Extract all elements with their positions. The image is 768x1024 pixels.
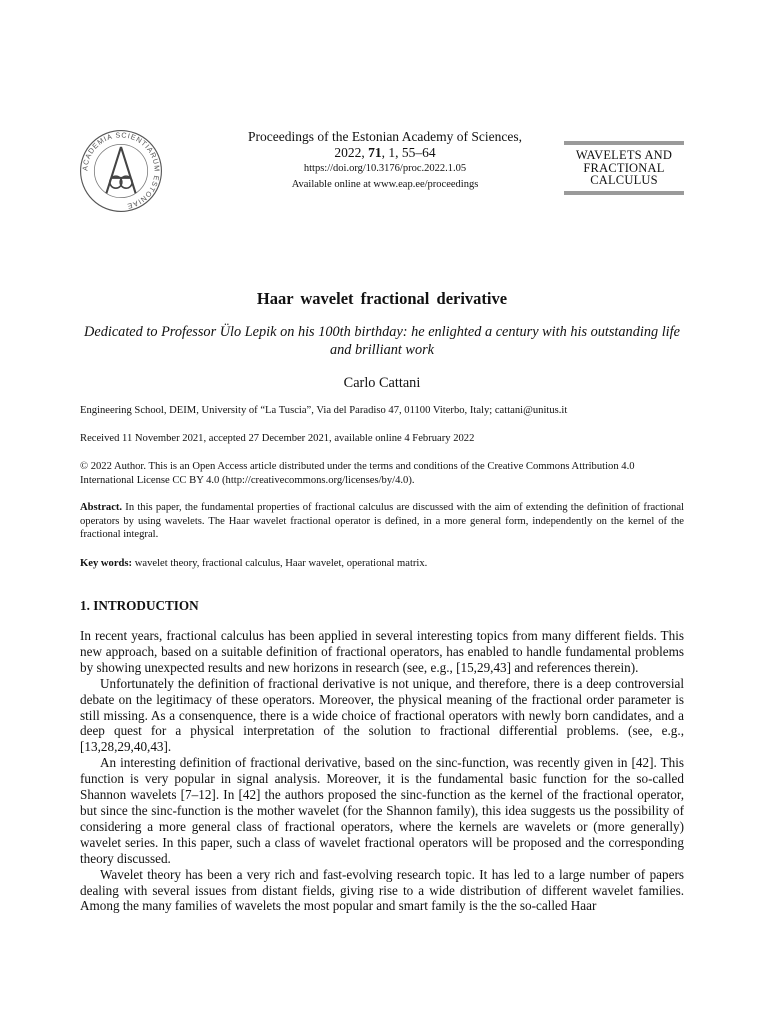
series-label-box [564, 141, 684, 195]
seal-text: ACADEMIA SCIENTIARUM ESTONIAE [80, 130, 162, 212]
keywords-label: Key words: [80, 558, 133, 569]
academy-seal-logo [78, 128, 164, 214]
series-line-2: FRACTIONAL [583, 160, 665, 175]
volume-prefix: 2022, [334, 145, 369, 160]
paragraph: Unfortunately the definition of fractional derivative is not unique, and therefore, there is a deep controversial debate on the legitimacy of these operators. Moreover, the physical meaning of the fractional order parameter is still missing. As a consenquence, there is a wide choice of fractional operators with newly born candidates, and a deep quest for a physical interpretation of the solution to fractional differential problems. (see, e.g., [13,28,29,40,43]. [80, 675, 684, 755]
abstract [80, 501, 684, 542]
series-line-3: CALCULUS [590, 173, 658, 187]
paragraph: Wavelet theory has been a very rich and fast-evolving research topic. It has led to a large number of papers dealing with several issues from distant fields, giving rise to a wide distribution of different wavelet families. Among the many families of wavelets the most popular and smart family is the the so-called Haar [80, 866, 684, 914]
journal-name: Proceedings of the Estonian Academy of Sciences, [247, 129, 523, 144]
introduction-body [80, 628, 684, 914]
keywords-text: wavelet theory, fractional calculus, Haar wavelet, operational matrix. [132, 558, 428, 569]
article-title: Haar wavelet fractional derivative [256, 289, 508, 308]
abstract-label: Abstract. [80, 502, 123, 513]
paragraph: In recent years, fractional calculus has been applied in several interesting topics from many different fields. This new approach, based on a suitable definition of fractional operators, has enabled to handle fundamental problems by showing unexpected results and new horizons in research (see, e.g., [15,29,43] and references therein). [80, 628, 684, 675]
abstract-text: In this paper, the fundamental properties of fractional calculus are discussed with the aim of extending the definition of fractional operators by using wavelets. The Haar wavelet fractional operator is defined, in a more general form, independently on the kernel of the fractional integral. [80, 502, 684, 540]
volume-number: 71 [368, 145, 382, 160]
license-notice: © 2022 Author. This is an Open Access article distributed under the terms and conditions of the Creative Commons Attribution 4.0 International License CC BY 4.0 (http://creativecommons.org/licenses/by/4.0). [80, 461, 635, 486]
section-heading: 1. INTRODUCTION [80, 598, 199, 613]
author-name: Carlo Cattani [343, 375, 421, 391]
dedication: Dedicated to Professor Ülo Lepik on his 100th birthday: he enlighted a century with his outstanding life and brilliant work [84, 324, 680, 358]
journal-volume-line [190, 145, 580, 161]
series-bottom-rule [564, 191, 684, 195]
volume-suffix: , 1, 55–64 [381, 145, 436, 160]
paragraph: An interesting definition of fractional derivative, based on the sinc-function, was recently given in [42]. This function is very popular in signal analysis. Moreover, it is the fundamental basic function for the so-called Shannon wavelets [7–12]. In [42] the authors proposed the sinc-function as the kernel of the fractional operator, but since the sinc-function is the mother wavelet (for the Shannon family), this idea suggests us the possibility of considering a more general class of fractional operators, where the kernels are wavelets or (more generally) wavelet series. In this paper, such a class of wavelet fractional operators will be proposed and the corresponding theory discussed. [80, 755, 684, 866]
keywords [80, 557, 684, 571]
doi-link[interactable]: https://doi.org/10.3176/proc.2022.1.05 [303, 163, 467, 174]
availability-note: Available online at www.eap.ee/proceedings [291, 179, 479, 190]
received-dates: Received 11 November 2021, accepted 27 December 2021, available online 4 February 2022 [80, 433, 475, 444]
series-line-1: WAVELETS AND [575, 148, 673, 162]
journal-header [190, 129, 580, 193]
affiliation: Engineering School, DEIM, University of “La Tuscia”, Via del Paradiso 47, 01100 Viterbo, Italy; cattani@unitus.it [80, 405, 568, 416]
